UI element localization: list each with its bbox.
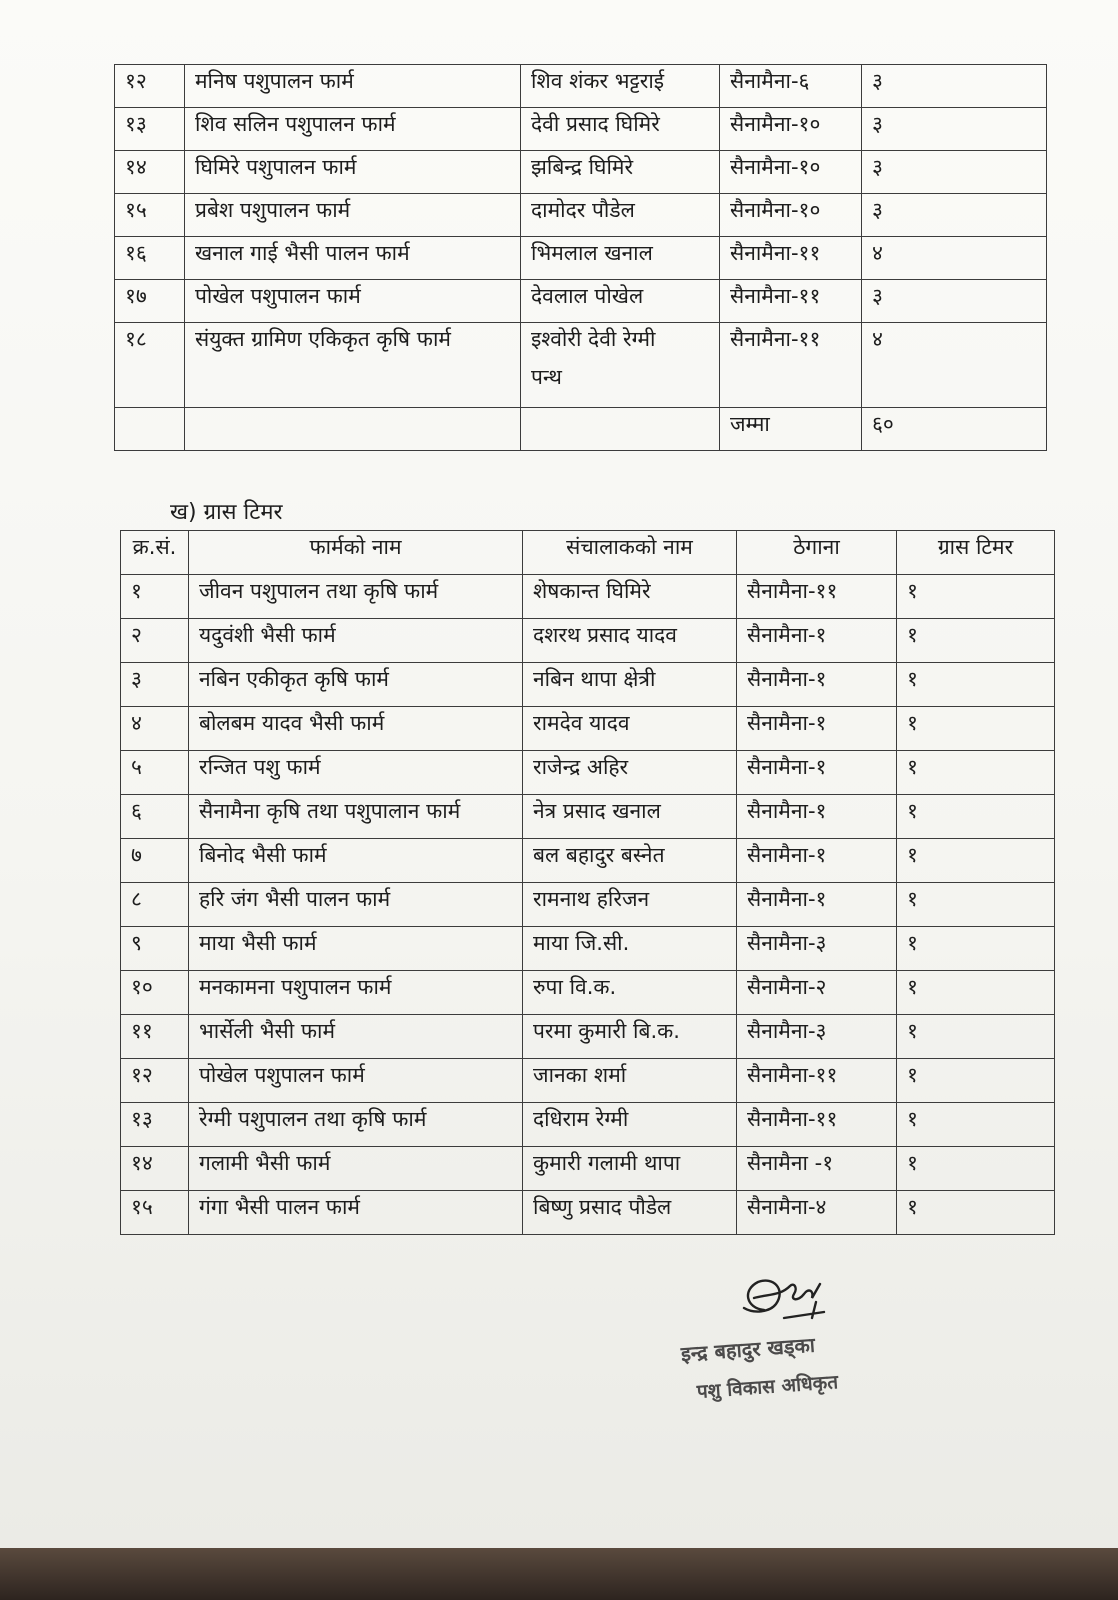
table-row: [121, 1015, 1055, 1059]
operator-line-2: पन्थ: [531, 365, 562, 389]
serial-cell: ८: [121, 883, 189, 927]
operator-cell: शिव शंकर भट्टराई: [521, 65, 720, 108]
header-operator: संचालाकको नाम: [523, 531, 737, 575]
count-cell: १: [897, 883, 1055, 927]
serial-cell: १२: [115, 65, 185, 108]
empty-cell: [115, 408, 185, 451]
operator-cell: भिमलाल खनाल: [521, 237, 720, 280]
serial-cell: ३: [121, 663, 189, 707]
serial-cell: १: [121, 575, 189, 619]
address-cell: सैनामैना-११: [737, 1103, 897, 1147]
serial-cell: १२: [121, 1059, 189, 1103]
operator-cell: माया जि.सी.: [523, 927, 737, 971]
address-cell: सैनामैना-१: [737, 839, 897, 883]
table-row: [115, 323, 1047, 408]
serial-cell: २: [121, 619, 189, 663]
table-row: [121, 883, 1055, 927]
operator-line-1: इश्वोरी देवी रेग्मी: [531, 327, 656, 351]
operator-cell: रुपा वि.क.: [523, 971, 737, 1015]
farm-name-cell: मनिष पशुपालन फार्म: [185, 65, 521, 108]
section-heading: ख) ग्रास टिमर: [170, 500, 283, 525]
address-cell: सैनामैना-३: [737, 927, 897, 971]
table-header-row: [121, 531, 1055, 575]
table-row: [121, 1103, 1055, 1147]
table-row: [121, 751, 1055, 795]
header-serial: क्र.सं.: [121, 531, 189, 575]
farm-name-cell: भार्सेली भैसी फार्म: [189, 1015, 523, 1059]
table-row: [121, 927, 1055, 971]
count-cell: १: [897, 1147, 1055, 1191]
count-cell: ३: [862, 108, 1047, 151]
table-row: [115, 280, 1047, 323]
operator-cell: नेत्र प्रसाद खनाल: [523, 795, 737, 839]
count-cell: ४: [862, 237, 1047, 280]
operator-cell: दशरथ प्रसाद यादव: [523, 619, 737, 663]
table-row: [115, 108, 1047, 151]
count-cell: १: [897, 1059, 1055, 1103]
farm-name-cell: हरि जंग भैसी पालन फार्म: [189, 883, 523, 927]
address-cell: सैनामैना-११: [737, 1059, 897, 1103]
operator-cell: देवी प्रसाद घिमिरे: [521, 108, 720, 151]
address-cell: सैनामैना-४: [737, 1191, 897, 1235]
serial-cell: ११: [121, 1015, 189, 1059]
serial-cell: १६: [115, 237, 185, 280]
table-row: [115, 194, 1047, 237]
farm-name-cell: मनकामना पशुपालन फार्म: [189, 971, 523, 1015]
serial-cell: ६: [121, 795, 189, 839]
farm-name-cell: यदुवंशी भैसी फार्म: [189, 619, 523, 663]
count-cell: १: [897, 927, 1055, 971]
count-cell: १: [897, 839, 1055, 883]
count-cell: १: [897, 1015, 1055, 1059]
table-row: [121, 707, 1055, 751]
signatory-title: पशु विकास अधिकृत: [696, 1371, 839, 1403]
table-row: [121, 971, 1055, 1015]
address-cell: सैनामैना-१०: [720, 194, 862, 237]
total-row: [115, 408, 1047, 451]
operator-cell: [521, 323, 720, 408]
count-cell: ३: [862, 194, 1047, 237]
serial-cell: १४: [121, 1147, 189, 1191]
operator-cell: नबिन थापा क्षेत्री: [523, 663, 737, 707]
operator-cell: बल बहादुर बस्नेत: [523, 839, 737, 883]
farm-name-cell: गंगा भैसी पालन फार्म: [189, 1191, 523, 1235]
farm-name-cell: प्रबेश पशुपालन फार्म: [185, 194, 521, 237]
farm-name-cell: जीवन पशुपालन तथा कृषि फार्म: [189, 575, 523, 619]
empty-cell: [521, 408, 720, 451]
count-cell: १: [897, 575, 1055, 619]
table-row: [115, 65, 1047, 108]
serial-cell: १७: [115, 280, 185, 323]
operator-cell: परमा कुमारी बि.क.: [523, 1015, 737, 1059]
count-cell: १: [897, 663, 1055, 707]
serial-cell: १४: [115, 151, 185, 194]
count-cell: १: [897, 619, 1055, 663]
table-row: [121, 795, 1055, 839]
signature-block: [680, 1268, 920, 1428]
farm-name-cell: खनाल गाई भैसी पालन फार्म: [185, 237, 521, 280]
farm-name-cell: संयुक्त ग्रामिण एकिकृत कृषि फार्म: [185, 323, 521, 408]
address-cell: सैनामैना-१: [737, 663, 897, 707]
farm-name-cell: पोखेल पशुपालन फार्म: [185, 280, 521, 323]
operator-cell: दामोदर पौडेल: [521, 194, 720, 237]
count-cell: १: [897, 1103, 1055, 1147]
count-cell: १: [897, 1191, 1055, 1235]
serial-cell: १३: [115, 108, 185, 151]
count-cell: ३: [862, 65, 1047, 108]
address-cell: सैनामैना-१: [737, 619, 897, 663]
count-cell: १: [897, 971, 1055, 1015]
total-value: ६०: [862, 408, 1047, 451]
address-cell: सैनामैना-६: [720, 65, 862, 108]
operator-cell: बिष्णु प्रसाद पौडेल: [523, 1191, 737, 1235]
count-cell: १: [897, 707, 1055, 751]
operator-cell: रामनाथ हरिजन: [523, 883, 737, 927]
table-row: [121, 1191, 1055, 1235]
serial-cell: १५: [121, 1191, 189, 1235]
count-cell: १: [897, 751, 1055, 795]
serial-cell: ५: [121, 751, 189, 795]
serial-cell: १०: [121, 971, 189, 1015]
address-cell: सैनामैना-१: [737, 883, 897, 927]
serial-cell: १५: [115, 194, 185, 237]
count-cell: ४: [862, 323, 1047, 408]
operator-cell: जानका शर्मा: [523, 1059, 737, 1103]
table-surface: [0, 1548, 1118, 1600]
address-cell: सैनामैना-११: [720, 237, 862, 280]
table-row: [115, 151, 1047, 194]
count-cell: ३: [862, 151, 1047, 194]
farm-name-cell: पोखेल पशुपालन फार्म: [189, 1059, 523, 1103]
farm-name-cell: माया भैसी फार्म: [189, 927, 523, 971]
address-cell: सैनामैना-१०: [720, 108, 862, 151]
farm-name-cell: सैनामैना कृषि तथा पशुपालान फार्म: [189, 795, 523, 839]
address-cell: सैनामैना-११: [737, 575, 897, 619]
header-farm-name: फार्मको नाम: [189, 531, 523, 575]
address-cell: सैनामैना-१: [737, 751, 897, 795]
address-cell: सैनामैना-२: [737, 971, 897, 1015]
signatory-name: इन्द्र बहादुर खड्का: [680, 1332, 816, 1366]
table-row: [121, 1059, 1055, 1103]
address-cell: सैनामैना-१: [737, 707, 897, 751]
count-cell: ३: [862, 280, 1047, 323]
operator-cell: देवलाल पोखेल: [521, 280, 720, 323]
total-label: जम्मा: [720, 408, 862, 451]
farm-name-cell: बोलबम यादव भैसी फार्म: [189, 707, 523, 751]
address-cell: सैनामैना -१: [737, 1147, 897, 1191]
serial-cell: ९: [121, 927, 189, 971]
operator-cell: शेषकान्त घिमिरे: [523, 575, 737, 619]
header-grass-timer: ग्रास टिमर: [897, 531, 1055, 575]
address-cell: सैनामैना-१: [737, 795, 897, 839]
grass-timer-table: [120, 530, 1055, 1235]
farm-name-cell: गलामी भैसी फार्म: [189, 1147, 523, 1191]
farm-name-cell: नबिन एकीकृत कृषि फार्म: [189, 663, 523, 707]
serial-cell: १३: [121, 1103, 189, 1147]
address-cell: सैनामैना-१०: [720, 151, 862, 194]
operator-cell: दधिराम रेग्मी: [523, 1103, 737, 1147]
operator-cell: रामदेव यादव: [523, 707, 737, 751]
serial-cell: ७: [121, 839, 189, 883]
header-address: ठेगाना: [737, 531, 897, 575]
table-row: [115, 237, 1047, 280]
serial-cell: ४: [121, 707, 189, 751]
farm-table-continued: [114, 64, 1047, 451]
table-row: [121, 1147, 1055, 1191]
operator-cell: झबिन्द्र घिमिरे: [521, 151, 720, 194]
table-row: [121, 575, 1055, 619]
serial-cell: १८: [115, 323, 185, 408]
operator-cell: राजेन्द्र अहिर: [523, 751, 737, 795]
empty-cell: [185, 408, 521, 451]
table-row: [121, 663, 1055, 707]
farm-name-cell: घिमिरे पशुपालन फार्म: [185, 151, 521, 194]
farm-name-cell: रन्जित पशु फार्म: [189, 751, 523, 795]
count-cell: १: [897, 795, 1055, 839]
table-row: [121, 839, 1055, 883]
farm-name-cell: रेग्मी पशुपालन तथा कृषि फार्म: [189, 1103, 523, 1147]
address-cell: सैनामैना-११: [720, 280, 862, 323]
operator-cell: कुमारी गलामी थापा: [523, 1147, 737, 1191]
table-row: [121, 619, 1055, 663]
farm-name-cell: बिनोद भैसी फार्म: [189, 839, 523, 883]
farm-name-cell: शिव सलिन पशुपालन फार्म: [185, 108, 521, 151]
address-cell: सैनामैना-११: [720, 323, 862, 408]
address-cell: सैनामैना-३: [737, 1015, 897, 1059]
